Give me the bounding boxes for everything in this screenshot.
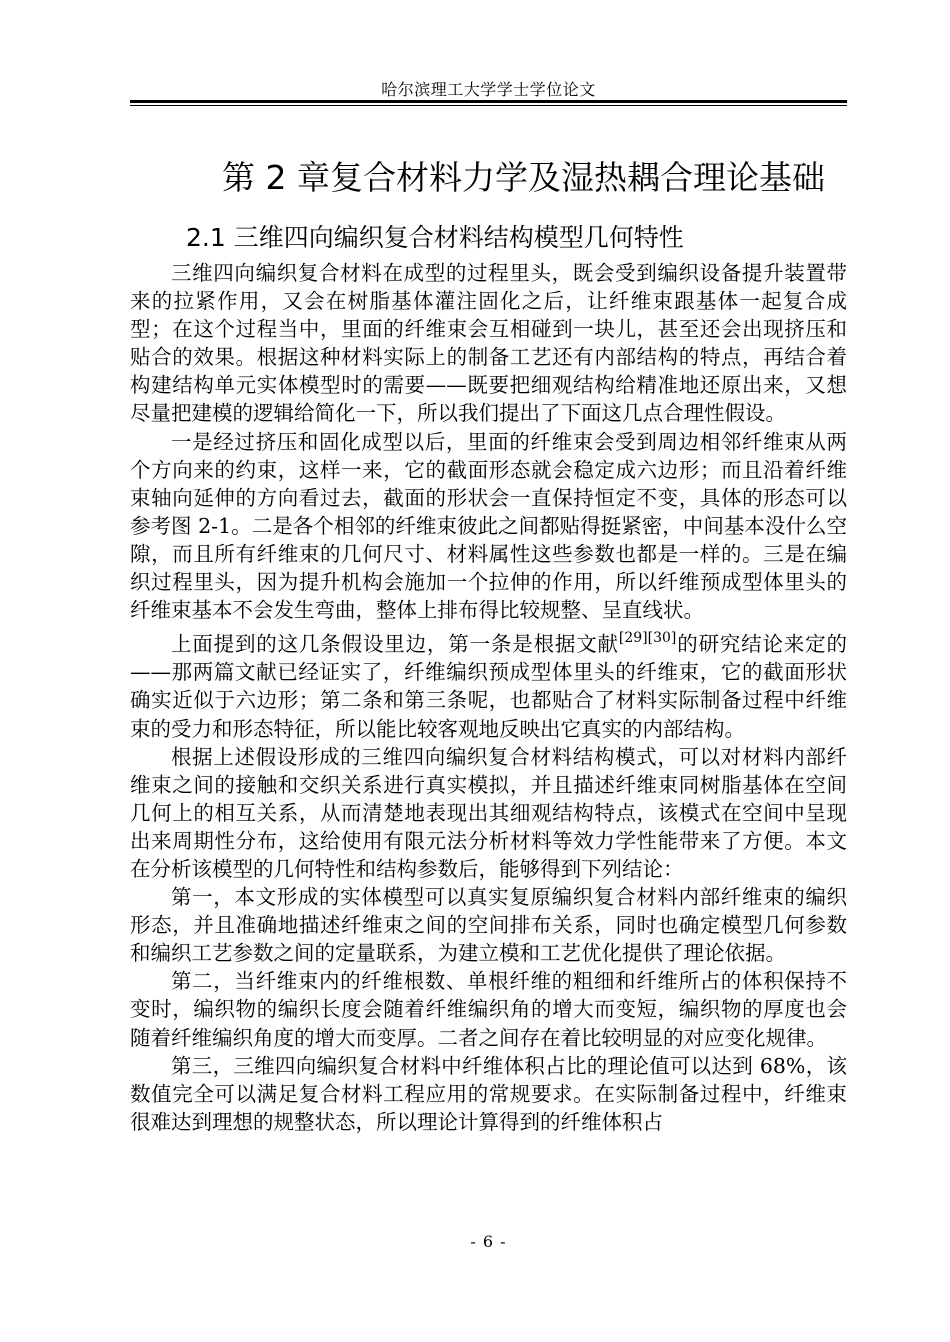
section-title: 2.1 三维四向编织复合材料结构模型几何特性 [186,223,684,252]
page-number: - 6 - [470,1232,507,1251]
paragraph-7: 第三，三维四向编织复合材料中纤维体积占比的理论值可以达到 68%，该数值完全可以满足复合材料工程应用的常规要求。在实际制备过程中，纤维束很难达到理想的规整状态，所以理论计算得到的纤维体积占 [130,1053,847,1134]
header-rule-thin [130,105,847,106]
running-header: 哈尔滨理工大学学士学位论文 [381,80,596,99]
paragraph-6: 第二，当纤维束内的纤维根数、单根纤维的粗细和纤维所占的体积保持不变时，编织物的编织长度会随着纤维编织角的增大而变短，编织物的厚度也会随着纤维编织角度的增大而变厚。二者之间存在着比较明显的对应变化规律。 [130,969,847,1050]
header-rule [130,100,847,103]
paragraph-5: 第一，本文形成的实体模型可以真实复原编织复合材料内部纤维束的编织形态，并且准确地描述纤维束之间的空间排布关系，同时也确定模型几何参数和编织工艺参数之间的定量联系，为建立模和工艺优化提供了理论依据。 [130,885,847,966]
paragraph-3 [130,630,847,742]
paragraph-3-text-start: 上面提到的这几条假设里边，第一条是根据文献 [171,632,619,657]
paragraph-1: 三维四向编织复合材料在成型的过程里头，既会受到编织设备提升装置带来的拉紧作用，又会在树脂基体灌注固化之后，让纤维束跟基体一起复合成型；在这个过程当中，里面的纤维束会互相碰到一块儿，甚至还会出现挤压和贴合的效果。根据这种材料实际上的制备工艺还有内部结构的特点，再结合着构建结构单元实体模型时的需要——既要把细观结构给精准地还原出来，又想尽量把建模的逻辑给简化一下，所以我们提出了下面这几点合理性假设。 [130,261,847,426]
chapter-title: 第 2 章复合材料力学及湿热耦合理论基础 [222,158,825,197]
paragraph-4: 根据上述假设形成的三维四向编织复合材料结构模式，可以对材料内部纤维束之间的接触和交织关系进行真实模拟，并且描述纤维束同树脂基体在空间几何上的相互关系，从而清楚地表现出其细观结构特点，该模式在空间中呈现出来周期性分布，这给使用有限元法分析材料等效力学性能带来了方便。本文在分析该模型的几何特性和结构参数后，能够得到下列结论： [130,744,847,881]
paragraph-3-text-end: 的研究结论来定的——那两篇文献已经证实了，纤维编织预成型体里头的纤维束，它的截面形状确实近似于六边形；第二条和第三条呢，也都贴合了材料实际制备过程中纤维束的受力和形态特征，所以能比较客观地反映出它真实的内部结构。 [130,632,847,741]
paragraph-2: 一是经过挤压和固化成型以后，里面的纤维束会受到周边相邻纤维束从两个方向来的约束，这样一来，它的截面形态就会稳定成六边形；而且沿着纤维束轴向延伸的方向看过去，截面的形状会一直保持恒定不变，具体的形态可以参考图 2-1。二是各个相邻的纤维束彼此之间都贴得挺紧密，中间基本没什么空隙，而且所有纤维束的几何尺寸、材料属性这些参数也都是一样的。三是在编织过程里头，因为提升机构会施加一个拉伸的作用，所以纤维预成型体里头的纤维束基本不会发生弯曲，整体上排布得比较规整、呈直线状。 [130,429,847,623]
body-text [130,259,847,1136]
citation-29-30: [29][30] [618,630,677,647]
